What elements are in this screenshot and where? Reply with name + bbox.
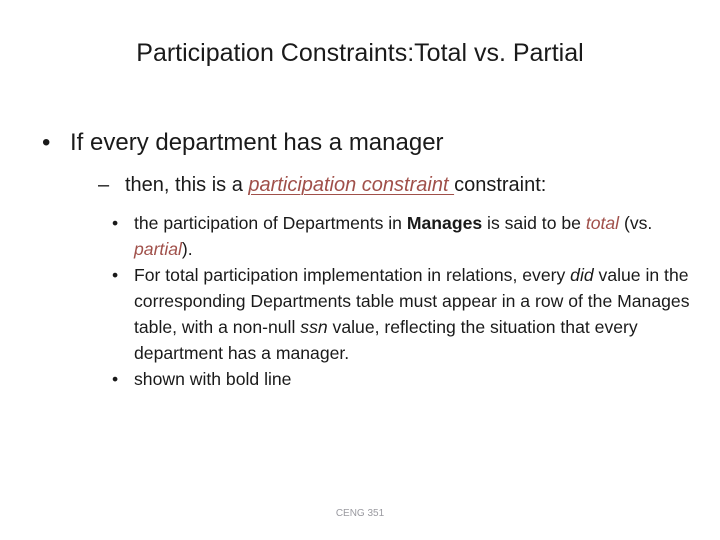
- bullet-text-suffix: constraint:: [454, 174, 547, 196]
- italic-term-partial: partial: [134, 239, 182, 259]
- bullet-text-prefix: then, this is a: [125, 174, 249, 196]
- text: For total participation implementation in relations, every: [134, 265, 571, 285]
- text: shown with bold line: [134, 369, 292, 389]
- text: ).: [181, 239, 193, 259]
- footer-label: CENG 351: [335, 508, 385, 519]
- sub-bullet-list: [112, 210, 692, 392]
- italic-term-total: total: [585, 213, 620, 233]
- text: the participation of Departments in: [134, 213, 407, 233]
- sub-bullet-item: [112, 366, 692, 392]
- bold-term: Manages: [406, 213, 483, 233]
- italic-term-did: did: [570, 265, 594, 285]
- text: is said to be: [482, 213, 586, 233]
- bullet-marker: •: [112, 213, 119, 233]
- highlighted-term: participation constraint: [248, 174, 455, 196]
- text: value, reflecting the situation that every department has a manager.: [134, 317, 638, 363]
- bullet-marker: •: [112, 369, 119, 389]
- dash-marker: –: [98, 174, 110, 196]
- bullet-marker: •: [42, 129, 51, 156]
- italic-term-ssn: ssn: [300, 317, 328, 337]
- bullet-level2: [98, 171, 546, 199]
- bullet-level1: [42, 127, 444, 159]
- bullet-text: If every department has a manager: [70, 129, 444, 156]
- text: value in the corresponding Departments table must appear in a row of the Manages table, with a non-null: [134, 265, 690, 337]
- slide-title: Participation Constraints:Total vs. Partial: [136, 39, 584, 67]
- sub-bullet-item: [112, 210, 692, 262]
- bullet-marker: •: [112, 265, 119, 285]
- text: (vs.: [619, 213, 653, 233]
- sub-bullet-item: [112, 262, 692, 366]
